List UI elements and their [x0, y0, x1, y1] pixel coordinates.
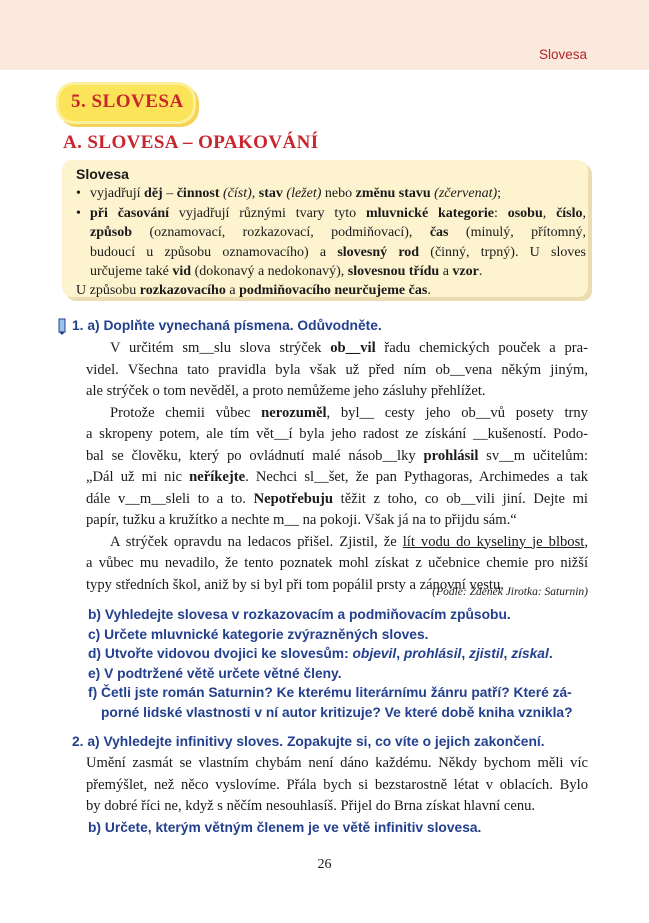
page-number: 26 — [317, 857, 332, 872]
text-line: přemýšlet, než něco vyslovíme. Přála bych si bezstarostně létat v oblacích. Bylo — [86, 776, 588, 793]
chapter-title: 5. SLOVESA — [71, 91, 184, 112]
text-line: bal se člověku, který po ovládnutí malé násob__lky prohlásil sv__m učitelům: — [86, 447, 589, 464]
task-2b: b) Určete, kterým větným členem je ve větě infinitiv slovesa. — [88, 820, 482, 835]
excerpt-text — [86, 338, 588, 596]
text-line: a skropeny potem, ale tím vět__í byla jeho radost ze získání __kušeností. Podo- — [86, 426, 588, 442]
task-1f-line1: f) Četli jste román Saturnin? Ke kterému literárnímu žánru patří? Které zá- — [88, 685, 572, 700]
text-line: dále v__m__sleli to a to. Nepotřebuju těžit z toho, co ob__vili jiní. Dejte mi — [86, 490, 588, 507]
task-1d: d) Utvořte vidovou dvojici ke slovesům: objevil, prohlásil, zjistil, získal. — [88, 646, 553, 661]
info-bullet-1: • vyjadřují děj – činnost (číst), stav (ležet) nebo změnu stavu (zčervenat); — [76, 184, 586, 203]
underlined-sentence: lít vodu do kyseliny je blbost — [402, 533, 585, 550]
text-line: A strýček opravdu na ledacos přišel. Zjistil, že lít vodu do kyseliny je blbost, — [110, 533, 588, 550]
text-line: Protože chemii vůbec nerozuměl, byl__ cesty jeho ob__vů posety trny — [110, 404, 588, 421]
task-1f-line2: porné lidské vlastnosti v ní autor kritizuje? Ve které době kniha vznikla? — [101, 705, 573, 720]
text-line: papír, tužku a kružítko a nechte m__ na pokoji. Však já na to přijdu sám.“ — [86, 512, 517, 528]
text-line: Umění zasmát se vlastním chybám není dáno každému. Někdy bychom měli víc — [86, 755, 588, 771]
info-box-title: Slovesa — [76, 166, 129, 182]
task-1c: c) Určete mluvnické kategorie zvýrazněných sloves. — [88, 627, 429, 642]
task-2a: 2. a) Vyhledejte infinitivy sloves. Zopakujte si, co víte o jejich zakončení. — [72, 734, 545, 749]
text-line: V určitém sm__slu slova strýček ob__vil řadu chemických pouček a pra- — [110, 340, 588, 356]
info-last-line: U způsobu rozkazovacího a podmiňovacího neurčujeme čas. — [76, 283, 431, 299]
section-title: A. SLOVESA – OPAKOVÁNÍ — [63, 132, 319, 153]
pencil-icon — [57, 318, 67, 335]
source-citation: (Podle: Zdeněk Jirotka: Saturnin) — [432, 586, 588, 598]
text-line: videl. Všechna tato pravidla byla však už před ním ob__vena někým jiným, — [86, 361, 588, 378]
text-line: by dobré říci ne, když s něčím nesouhlasíš. Přijel do Brna získat hlavní cenu. — [86, 798, 536, 814]
info-bullet-2: • při časování vyjadřují různými tvary tyto mluvnické kategorie: osobu, číslo, způsob (oznamovací, rozkazovací, podmiňovací), čas (minulý, přítomný, budoucí u způsobu oznamovacího) a slovesný rod (činný, trpný). U sloves určujeme také vid (dokonavý a nedokonavý), slovesnou třídu a vzor. — [76, 204, 586, 282]
task-1b: b) Vyhledejte slovesa v rozkazovacím a podmiňovacím způsobu. — [88, 607, 511, 622]
task-1e: e) V podtržené větě určete větné členy. — [88, 666, 342, 681]
text-line: typy středních škol, aniž by si byl při tom popálil prsty a zánovní vestu. — [86, 576, 504, 593]
text-line: a vůbec mu nevadilo, že tento poznatek mohl získat z učebnice chemie pro nižší — [86, 555, 588, 571]
text-line: „Dál už mi nic neříkejte. Nechci sl__šet, že pan Pythagoras, Archimedes a tak — [86, 469, 588, 485]
text-line: ale strýček o tom nevěděl, a proto nemůžeme jeho zásluhy přehlížet. — [86, 383, 486, 399]
info-box-content — [76, 165, 586, 301]
task-1a: 1. a) Doplňte vynechaná písmena. Odůvodněte. — [72, 318, 382, 333]
task-2-text — [86, 753, 588, 818]
running-head: Slovesa — [538, 47, 587, 62]
